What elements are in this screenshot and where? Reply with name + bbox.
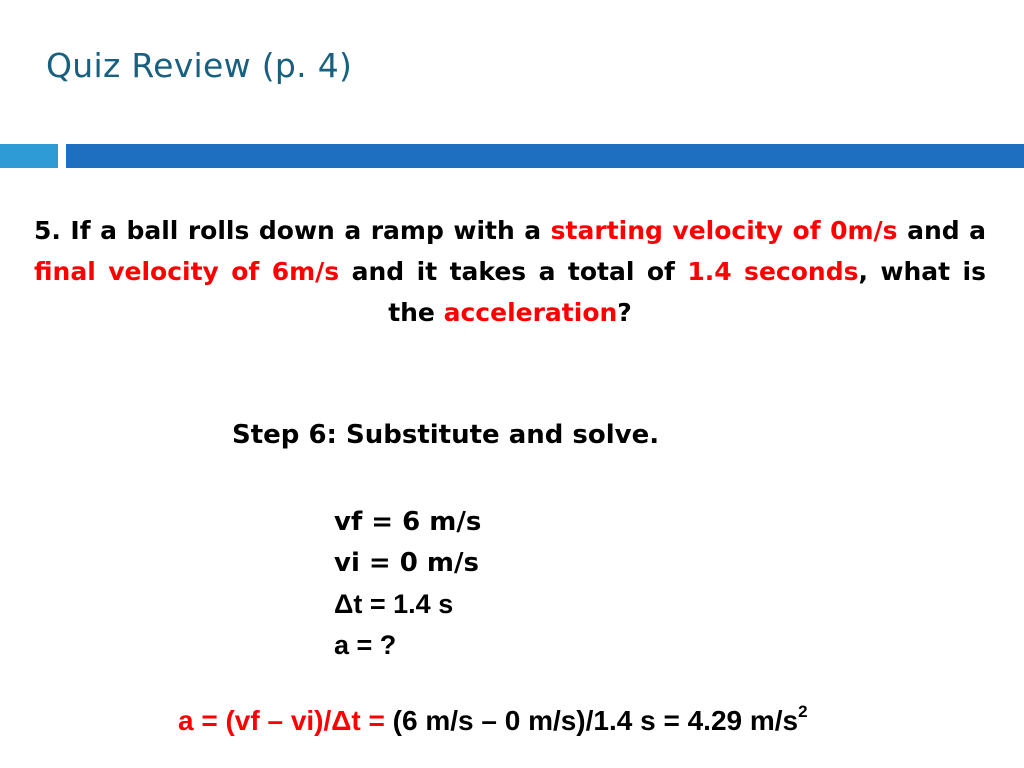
question-suffix: ? <box>617 298 632 327</box>
starting-velocity-highlight: starting velocity of 0m/s <box>550 216 898 245</box>
slide-title: Quiz Review (p. 4) <box>46 46 353 85</box>
step-heading: Step 6: Substitute and solve. <box>232 420 660 450</box>
question-mid-2: and it takes a total of <box>339 257 688 286</box>
final-velocity-value: vf = 6 m/s <box>334 507 482 537</box>
time-highlight: 1.4 seconds <box>687 257 859 286</box>
question-prefix: 5. If a ball rolls down a ramp with a <box>34 216 551 245</box>
acceleration-unknown: a = ? <box>334 630 397 660</box>
formula-exponent: 2 <box>798 702 808 721</box>
initial-velocity-value: vi = 0 m/s <box>334 548 479 578</box>
question-mid-3: , what is the <box>388 257 986 327</box>
question-mid-1: and a <box>897 216 987 245</box>
solution-formula <box>178 702 808 737</box>
formula-calculation: (6 m/s – 0 m/s)/1.4 s = 4.29 m/s <box>392 705 799 736</box>
time-interval-value: Δt = 1.4 s <box>334 589 454 619</box>
final-velocity-highlight: final velocity of 6m/s <box>34 257 340 286</box>
acceleration-highlight: acceleration <box>443 298 618 327</box>
formula-definition: a = (vf – vi)/Δt = <box>178 705 393 736</box>
given-variables <box>334 502 481 666</box>
header-bar <box>66 144 1024 168</box>
question-text <box>34 210 986 333</box>
header-bar-accent <box>0 144 58 168</box>
